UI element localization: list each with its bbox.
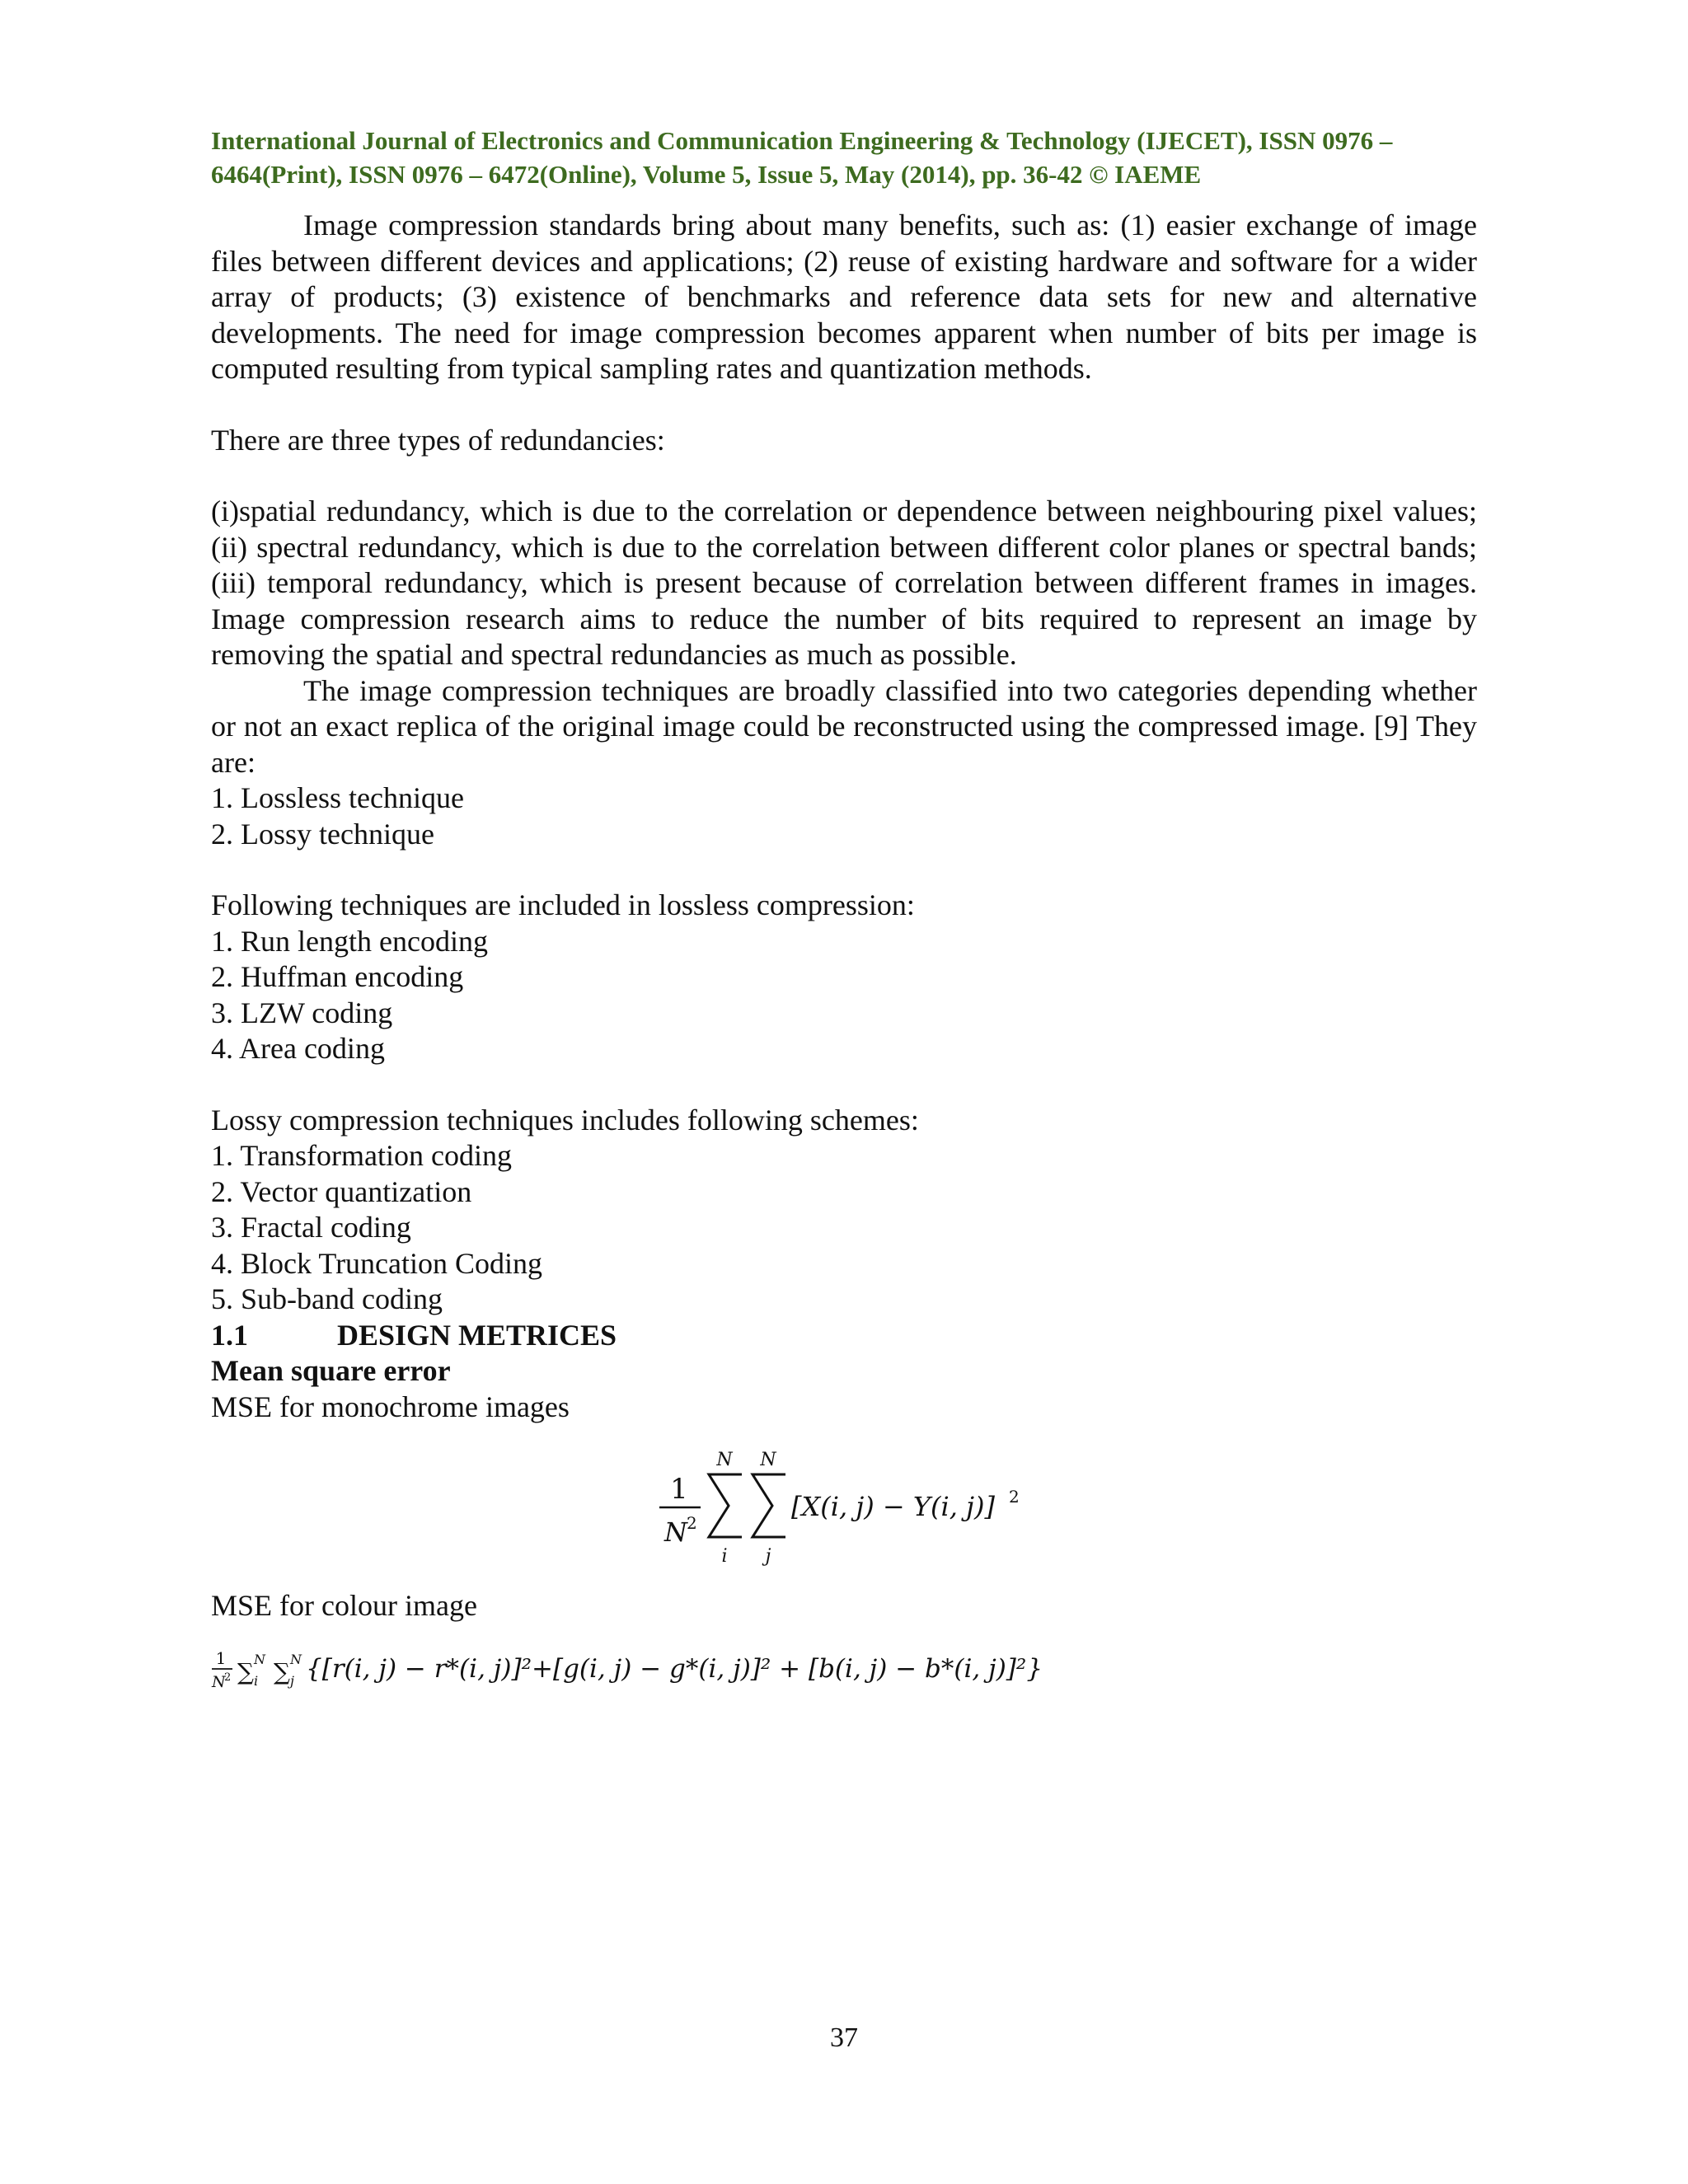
paragraph-redundancy-types: (i)spatial redundancy, which is due to the correlation or dependence between neighbouring pixel values; (ii) spectral redundancy, which is due to the correlation between different color planes or spectral bands; (iii) temporal redundancy, which is present because of correlation between different frames in images. Image compression research aims to reduce the number of bits required to represent an image by removing the spatial and spectral redundancies as much as possible. (211, 494, 1477, 671)
mse-mono-label: MSE for monochrome images (211, 1390, 570, 1423)
colour-sum-2-symbol: ∑ (274, 1657, 290, 1685)
formula-body-exponent: 2 (1009, 1487, 1020, 1507)
list-item: 5. Sub-band coding (211, 1282, 443, 1315)
lossy-technique-list (211, 1138, 1477, 1318)
section-title: DESIGN METRICES (337, 1318, 617, 1352)
mse-monochrome-formula (211, 1436, 1477, 1577)
mse-colour-formula-svg (211, 1639, 1477, 1697)
colour-sum-1-lower: i (254, 1672, 259, 1689)
sum-2-lower: j (765, 1546, 771, 1567)
section-heading (211, 1318, 1477, 1354)
list-item: 2. Lossy technique (211, 817, 434, 851)
colour-formula-body: {[r(i, j) − r*(i, j)]²+[g(i, j) − g*(i, j)]² + [b(i, j) − b*(i, j)]²} (306, 1653, 1043, 1684)
list-item: 1. Transformation coding (211, 1139, 512, 1172)
paragraph-classification: The image compression techniques are broadly classified into two categories depending whether or not an exact replica of the original image could be reconstructed using the compressed image. [9] They are: (211, 673, 1477, 779)
formula-body: [X(i, j) − Y(i, j)] (791, 1491, 995, 1522)
mse-colour-label: MSE for colour image (211, 1589, 477, 1622)
page-content (211, 124, 1477, 1697)
journal-header-line-1: International Journal of Electronics and Communication Engineering & Technology (IJECET), ISSN 0976 – (211, 126, 1393, 155)
paragraph-lossless-intro: Following techniques are included in lossless compression: (211, 888, 915, 921)
mse-monochrome-formula-svg (211, 1436, 1477, 1577)
sum-1-upper: N (716, 1450, 733, 1470)
sum-1-symbol (709, 1474, 742, 1537)
denominator-exponent: 2 (687, 1513, 697, 1533)
colour-sum-2-lower: j (290, 1672, 294, 1689)
lossless-technique-list (211, 924, 1477, 1067)
list-item: 2. Huffman encoding (211, 960, 464, 993)
journal-header-line-2: 6464(Print), ISSN 0976 – 6472(Online), Volume 5, Issue 5, May (2014), pp. 36-42 © IAEME (211, 160, 1202, 189)
list-item: 1. Run length encoding (211, 924, 488, 958)
list-item: 2. Vector quantization (211, 1174, 472, 1208)
section-number: 1.1 (211, 1318, 248, 1352)
mse-heading: Mean square error (211, 1354, 451, 1387)
paragraph-lossy-intro: Lossy compression techniques includes following schemes: (211, 1103, 919, 1137)
fraction-denominator: N (664, 1516, 687, 1548)
fraction-numerator: 1 (670, 1473, 688, 1506)
list-item: 1. Lossless technique (211, 781, 464, 814)
journal-header (211, 124, 1477, 191)
colour-sum-1-upper: N (254, 1651, 265, 1667)
list-item: 4. Block Truncation Coding (211, 1246, 543, 1280)
list-item: 4. Area coding (211, 1032, 385, 1065)
colour-fraction-numerator: 1 (215, 1647, 227, 1668)
list-item: 3. LZW coding (211, 996, 393, 1029)
page-number: 37 (830, 2022, 858, 2053)
sum-2-symbol (753, 1474, 785, 1537)
list-item: 3. Fractal coding (211, 1211, 411, 1244)
paragraph-redundancy-intro: There are three types of redundancies: (211, 423, 665, 457)
mse-colour-formula (211, 1639, 1477, 1697)
colour-denominator-exponent: 2 (224, 1671, 232, 1684)
colour-sum-1-symbol: ∑ (237, 1657, 254, 1685)
colour-sum-2-upper: N (290, 1651, 302, 1667)
colour-fraction-denominator: N (212, 1672, 226, 1691)
sum-1-lower: i (721, 1546, 728, 1567)
sum-2-upper: N (760, 1450, 776, 1470)
paragraph-benefits: Image compression standards bring about many benefits, such as: (1) easier exchange of image files between different devices and applications; (2) reuse of existing hardware and software for a wider array of products; (3) existence of benchmarks and reference data sets for new and alternative developments. The need for image compression becomes apparent when number of bits per image is computed resulting from typical sampling rates and quantization methods. (211, 209, 1477, 385)
technique-category-list (211, 780, 1477, 852)
